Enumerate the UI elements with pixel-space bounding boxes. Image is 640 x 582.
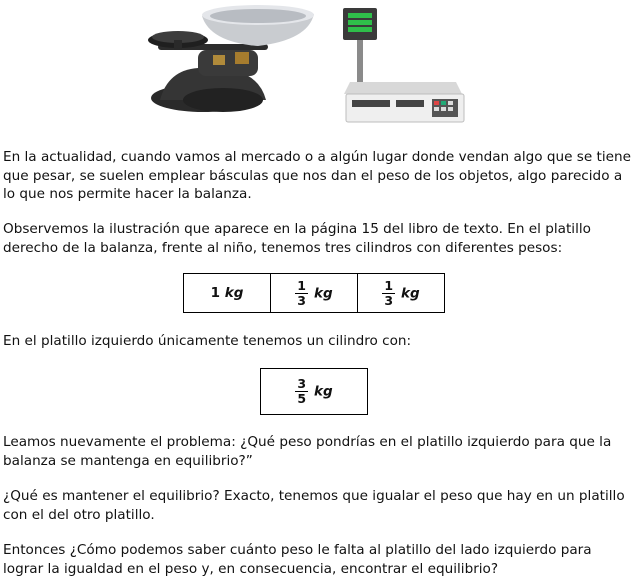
balance-scale-image (148, 5, 314, 112)
fraction (295, 377, 308, 406)
right-plate-weights-table (183, 273, 445, 313)
digital-scale-image (343, 8, 464, 122)
paragraph-problem: Leamos nuevamente el problema: ¿Qué peso pondrías en el platillo izquierdo para que la balanza se mantenga en equilibrio?” (3, 434, 612, 469)
fraction-denominator: 5 (297, 391, 307, 406)
left-plate-weight-table (260, 368, 368, 415)
weight-cell-whole (184, 274, 271, 313)
scales-illustration (138, 0, 492, 128)
paragraph-market: En la actualidad, cuando vamos al mercado o a algún lugar donde vendan algo que se tiene que pesar, se suelen emplear básculas que nos dan el peso de los objetos, algo parecido a lo que nos permite hacer la balanza. (3, 149, 632, 202)
weight-cell-fraction (357, 274, 444, 313)
paragraph-question: Entonces ¿Cómo podemos saber cuánto peso le falta al platillo del lado izquierdo para lograr la igualdad en el peso y, en consecuencia, encontrar el equilibrio? (3, 542, 592, 577)
weight-cell-fraction (261, 369, 368, 415)
weight-unit: kg (314, 383, 333, 400)
fraction-numerator: 1 (384, 277, 394, 293)
weight-unit: kg (314, 285, 333, 301)
fraction (295, 279, 308, 308)
weight-unit: kg (401, 285, 420, 301)
fraction-denominator: 3 (297, 292, 306, 308)
fraction-denominator: 3 (384, 292, 394, 308)
paragraph-equilibrium: ¿Qué es mantener el equilibrio? Exacto, tenemos que igualar el peso que hay en un platillo con el del otro platillo. (3, 488, 625, 523)
paragraph-illustration: Observemos la ilustración que aparece en la página 15 del libro de texto. En el platillo derecho de la balanza, frente al niño, tenemos tres cilindros con diferentes pesos: (3, 221, 591, 256)
fraction-numerator: 1 (297, 277, 306, 293)
fraction-numerator: 3 (297, 376, 307, 391)
weight-unit: kg (224, 285, 244, 301)
weight-value: 1 (210, 285, 221, 301)
fraction (382, 279, 395, 308)
paragraph-left-plate: En el platillo izquierdo únicamente tenemos un cilindro con: (3, 333, 412, 349)
weight-cell-fraction (270, 274, 357, 313)
